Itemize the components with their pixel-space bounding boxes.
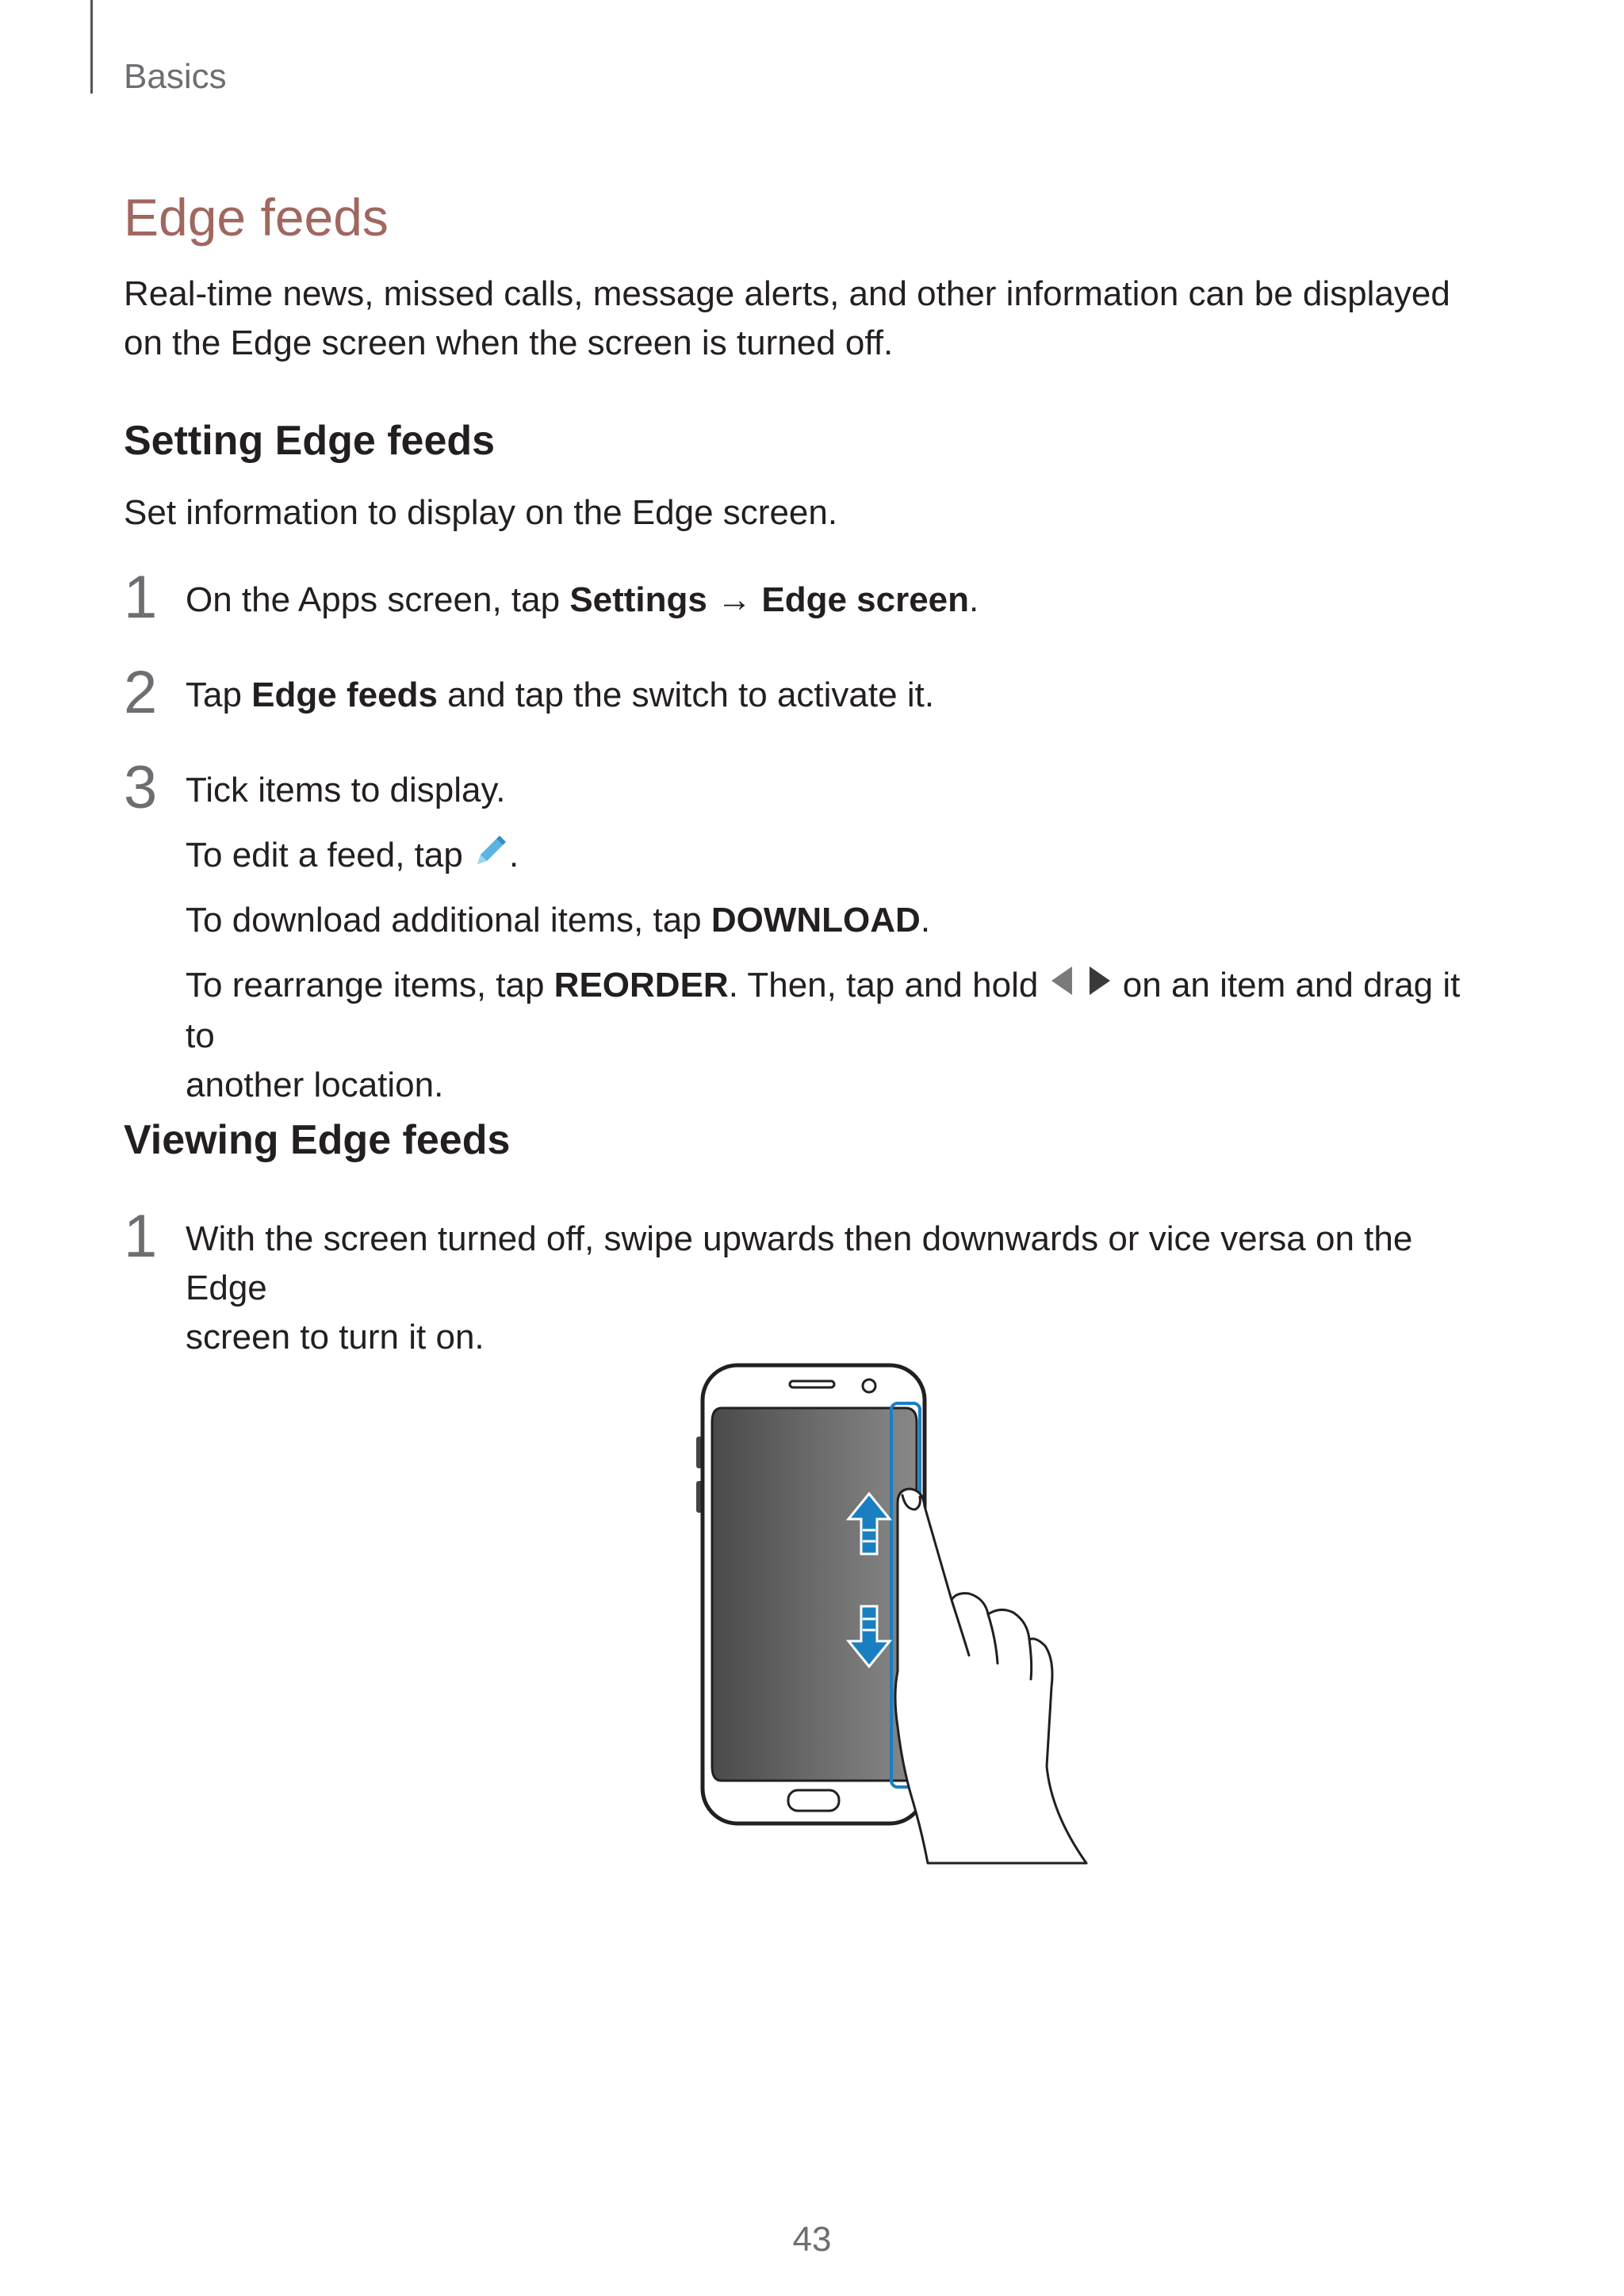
pencil-icon	[473, 832, 509, 882]
section-heading-viewing: Viewing Edge feeds	[124, 1117, 511, 1163]
step-text: Tick items to display.	[186, 771, 506, 809]
download-instruction: To download additional items, tap DOWNLOAD.	[186, 901, 931, 939]
step-text: With the screen turned off, swipe upwards then downwards or vice versa on the Edge screen to turn it on.	[186, 1219, 1413, 1357]
edge-swipe-illustration	[690, 1354, 1134, 1873]
setting-lead: Set information to display on the Edge screen.	[124, 493, 838, 532]
section-label: Basics	[124, 57, 227, 96]
reorder-instruction: To rearrange items, tap REORDER. Then, tap and hold on an item and drag it to another location.	[186, 961, 1470, 1110]
intro-paragraph: Real-time news, missed calls, message alerts, and other information can be displayed on the Edge screen when the screen is turned off.	[124, 274, 1450, 362]
phone-screen	[712, 1408, 917, 1781]
page-number: 43	[792, 2220, 832, 2259]
page-rule	[90, 0, 93, 94]
step-number: 2	[124, 659, 158, 726]
home-button	[788, 1790, 839, 1811]
step-number: 1	[124, 564, 158, 631]
step-number: 3	[124, 754, 158, 821]
step-number: 1	[124, 1203, 158, 1270]
phone-illustration	[690, 1354, 1134, 1869]
page-title: Edge feeds	[124, 188, 389, 247]
edit-feed-instruction: To edit a feed, tap .	[186, 831, 1470, 882]
step-text: Tap Edge feeds and tap the switch to activate it.	[186, 675, 935, 714]
section-heading-setting: Setting Edge feeds	[124, 418, 496, 464]
hand-illustration	[895, 1489, 1086, 1863]
reorder-arrows-icon	[1048, 962, 1113, 1012]
step-text: On the Apps screen, tap Settings → Edge screen.	[186, 580, 979, 619]
